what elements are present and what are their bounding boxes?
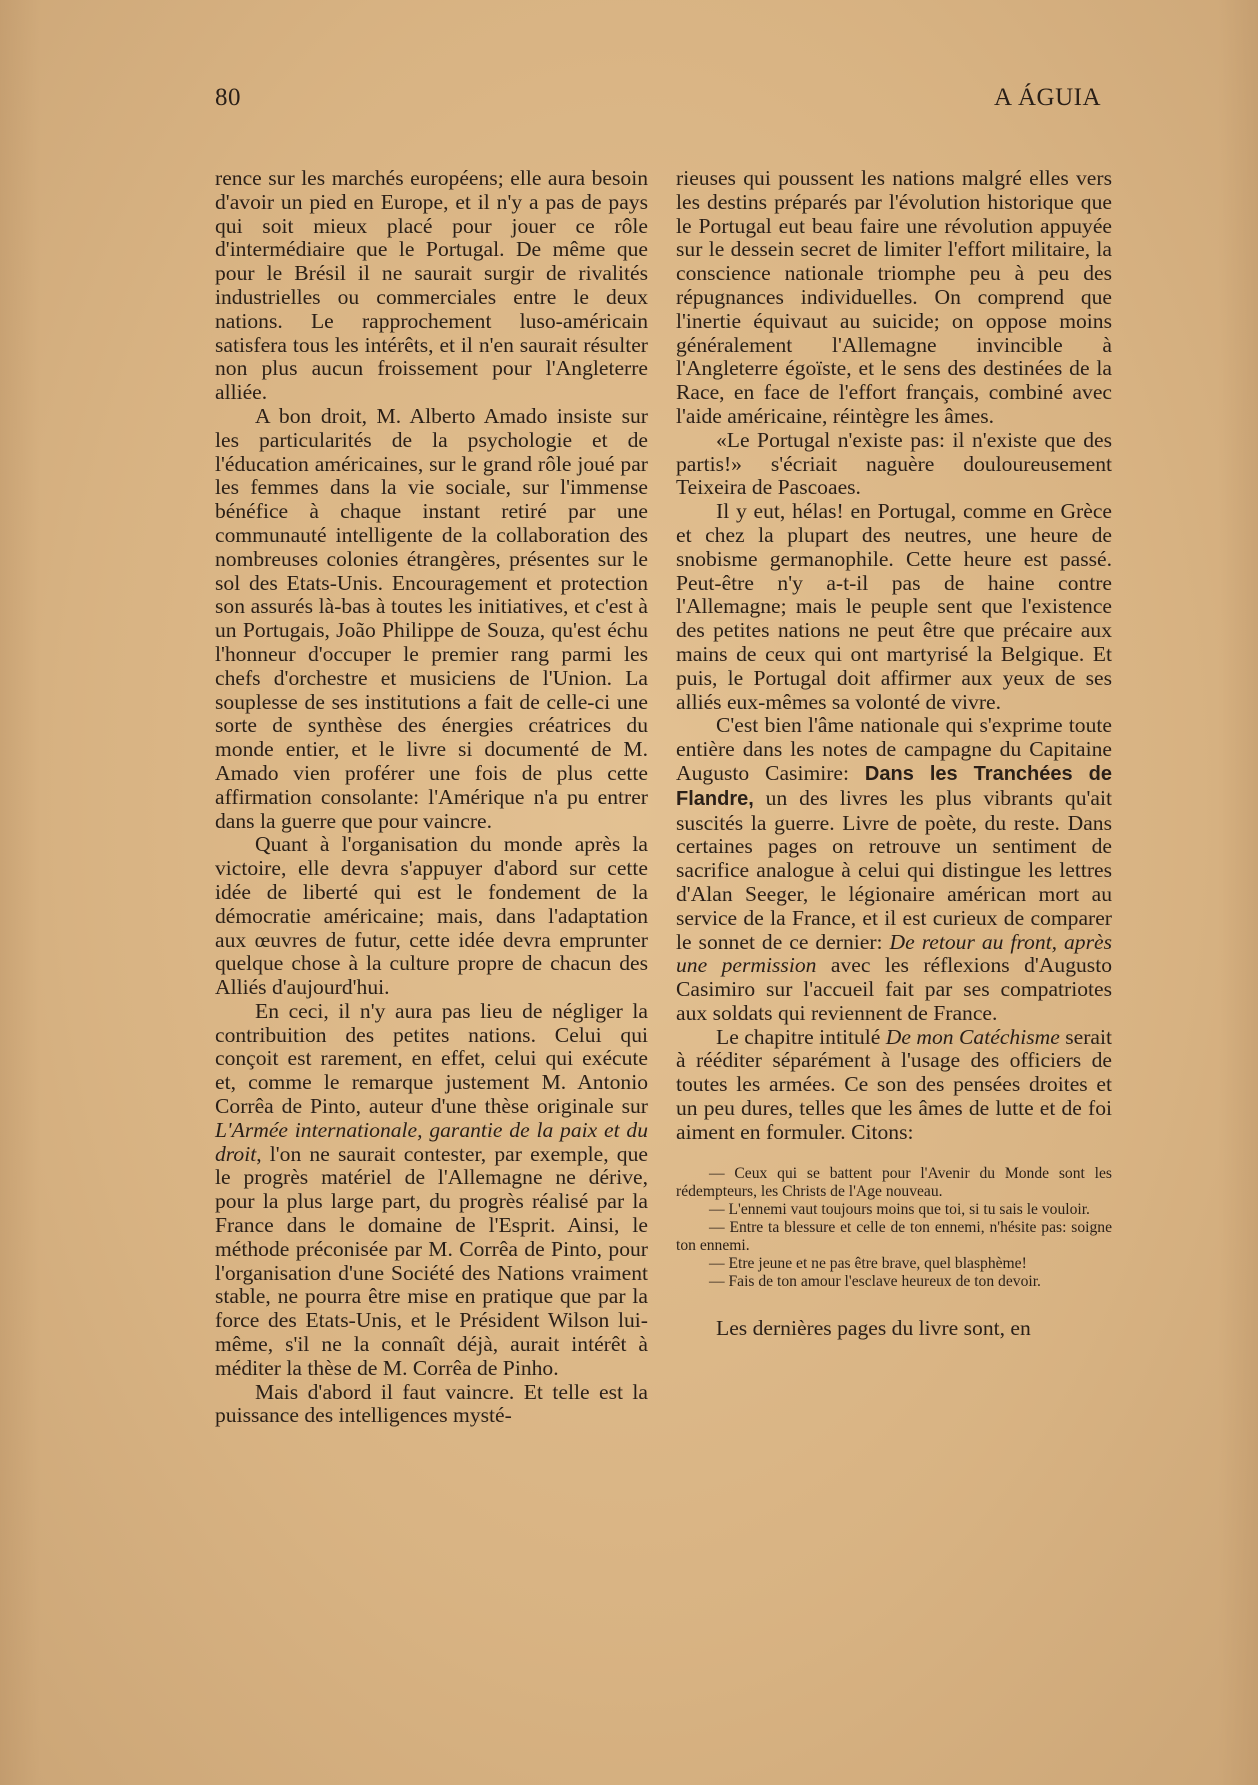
right-column: [676, 167, 1112, 1340]
paragraph: Quant à l'organisation du monde après la victoire, elle devra s'appuyer d'abord sur cette idée de liberté qui est le fondement de la démocratie américaine; mais, dans l'adaptation aux œuvres de futur, cette idée devra emprunter quelque chose à la culture propre de chacun des Alliés d'aujourd'hui.: [215, 832, 648, 1000]
paragraph: A bon droit, M. Alberto Amado insiste sur les particularités de la psychologie et de l'éducation américaines, sur le grand rôle joué par les femmes dans la vie sociale, sur l'immense bénéfice à chaque instant retiré par une communauté intelligente de la collaboration des nombreuses colonies étrangères, présentes sur le sol des Etats-Unis. Encouragement et protection son assurés là-bas à toutes les initiatives, et c'est à un Portugais, João Philippe de Souza, qu'est échu l'honneur d'occuper le premier rang parmi les chefs d'orchestre et musiciens de l'Union. La souplesse de ses institutions a fait de celle-ci une sorte de synthèse des énergies créatrices du monde entier, et le livre si documenté de M. Amado vien proférer une fois de plus cette affirmation consolante: l'Amérique n'a pu entrer dans la guerre que pour vaincre.: [215, 403, 648, 833]
text-run: , l'on ne saurait contester, par exemple, que le progrès matériel de l'Allemagne ne dérive, pour la plus large part, du progrès réalisé par la France dans le domaine de l'Esprit. Ainsi, le méthode préconisée par M. Corrêa de Pinto, pour l'organisation d'une Société des Nations vraiment stable, ne pourra être mise en pratique que par la force des Etats-Unis, et le Président Wilson lui-même, s'il ne la connaît déjà, aurait intérêt à méditer la thèse de M. Corrêa de Pinho.: [215, 1141, 648, 1380]
left-column: [215, 167, 648, 1428]
text-run: un des livres les plus vibrants qu'ait suscités la guerre. Livre de poète, du reste. Dans certaines pages on retrouve un sentiment de sacrifice analogue à celui qui distingue les lettres d'Alan Seeger, le légionaire américan mort au service de la France, et il est curieux de comparer le sonnet de ce dernier:: [676, 785, 1112, 954]
paragraph: rence sur les marchés européens; elle aura besoin d'avoir un pied en Europe, et il n'y a pas de pays qui soit mieux placé pour jouer ce rôle d'intermédiaire que le Portugal. De même que pour le Brésil il ne saurait surgir de rivalités industrielles ou commerciales entre le deux nations. Le rapprochement luso-américain satisfera tous les intérêts, et il n'en saurait résulter non plus aucun froissement pour l'Angleterre alliée.: [215, 166, 648, 405]
quote-line: — L'ennemi vaut toujours moins que toi, si tu sais le vouloir.: [709, 1200, 1090, 1218]
paragraph: «Le Portugal n'existe pas: il n'existe que des partis!» s'écriait naguère douloureusement Teixeira de Pascoaes.: [676, 427, 1112, 500]
quote-line: — Ceux qui se battent pour l'Avenir du Monde sont les rédempteurs, les Christs de l'Age nouveau.: [676, 1164, 1112, 1200]
quote-line: — Fais de ton amour l'esclave heureux de ton devoir.: [709, 1272, 1041, 1290]
quotation-block: [676, 1165, 1112, 1291]
chapter-title: De mon Catéchisme: [885, 1024, 1060, 1049]
sonnet-title: De retour au front, après une permission: [676, 929, 1112, 978]
text-run: avec les réflexions d'Augusto Casimiro sur l'accueil fait par ses compatriotes aux soldats qui reviennent de France.: [676, 953, 1112, 1025]
text-run: serait à rééditer séparément à l'usage des officiers de toutes les armées. Ce son des pensées droites et un peu dures, telles que les âmes de lutte et de foi aiment en formuler. Citons:: [676, 1024, 1112, 1144]
paragraph: Les dernières pages du livre sont, en: [716, 1315, 1031, 1340]
text-run: Le chapitre intitulé: [716, 1024, 886, 1049]
quote-line: — Entre ta blessure et celle de ton ennemi, n'hésite pas: soigne ton ennemi.: [676, 1218, 1112, 1254]
page-header: [215, 84, 1101, 118]
running-title: A ÁGUIA: [994, 84, 1101, 111]
text-run: C'est bien l'âme nationale qui s'exprime toute entière dans les notes de campagne du Capitaine Augusto Casimire:: [676, 713, 1112, 785]
text-run: En ceci, il n'y aura pas lieu de négliger la contribuition des petites nations. Celui qui conçoit est rarement, en effet, celui qui exécute et, comme le remarque justement M. Antonio Corrêa de Pinto, auteur d'une thèse originale sur: [215, 998, 648, 1119]
page-number: 80: [215, 84, 241, 111]
book-title: L'Armée internationale, garantie de la paix et du droit: [215, 1117, 648, 1166]
quote-line: — Etre jeune et ne pas être brave, quel blasphème!: [709, 1254, 1027, 1272]
paragraph: [215, 1000, 648, 1381]
paragraph: Il y eut, hélas! en Portugal, comme en Grèce et chez la plupart des neutres, une heure de snobisme germanophile. Cette heure est passé. Peut-être n'y a-t-il pas de haine contre l'Allemagne; mais le peuple sent que l'existence des petites nations ne peut être que précaire aux mains de ceux qui ont martyrisé la Belgique. Et puis, le Portugal doit affirmer aux yeux de ses alliés eux-mêmes sa volonté de vivre.: [676, 499, 1112, 714]
paragraph: [676, 714, 1112, 1025]
book-title-bold: Dans les Tranchées de Flandre,: [676, 762, 1112, 810]
paragraph: rieuses qui poussent les nations malgré elles vers les destins préparés par l'évolution historique que le Portugal eut beau faire une révolution appuyée sur le dessein secret de limiter l'effort militaire, la conscience nationale triomphe peu à peu des répugnances individuelles. On comprend que l'inertie équivaut au suicide; on oppose moins généralement l'Allemagne invincible à l'Angleterre égoïste, et le sens des destinées de la Race, en face de l'effort français, combiné avec l'aide américaine, réintègre les âmes.: [676, 166, 1112, 428]
paragraph: Mais d'abord il faut vaincre. Et telle est la puissance des intelligences mysté-: [215, 1379, 648, 1428]
paragraph: [676, 1026, 1112, 1145]
